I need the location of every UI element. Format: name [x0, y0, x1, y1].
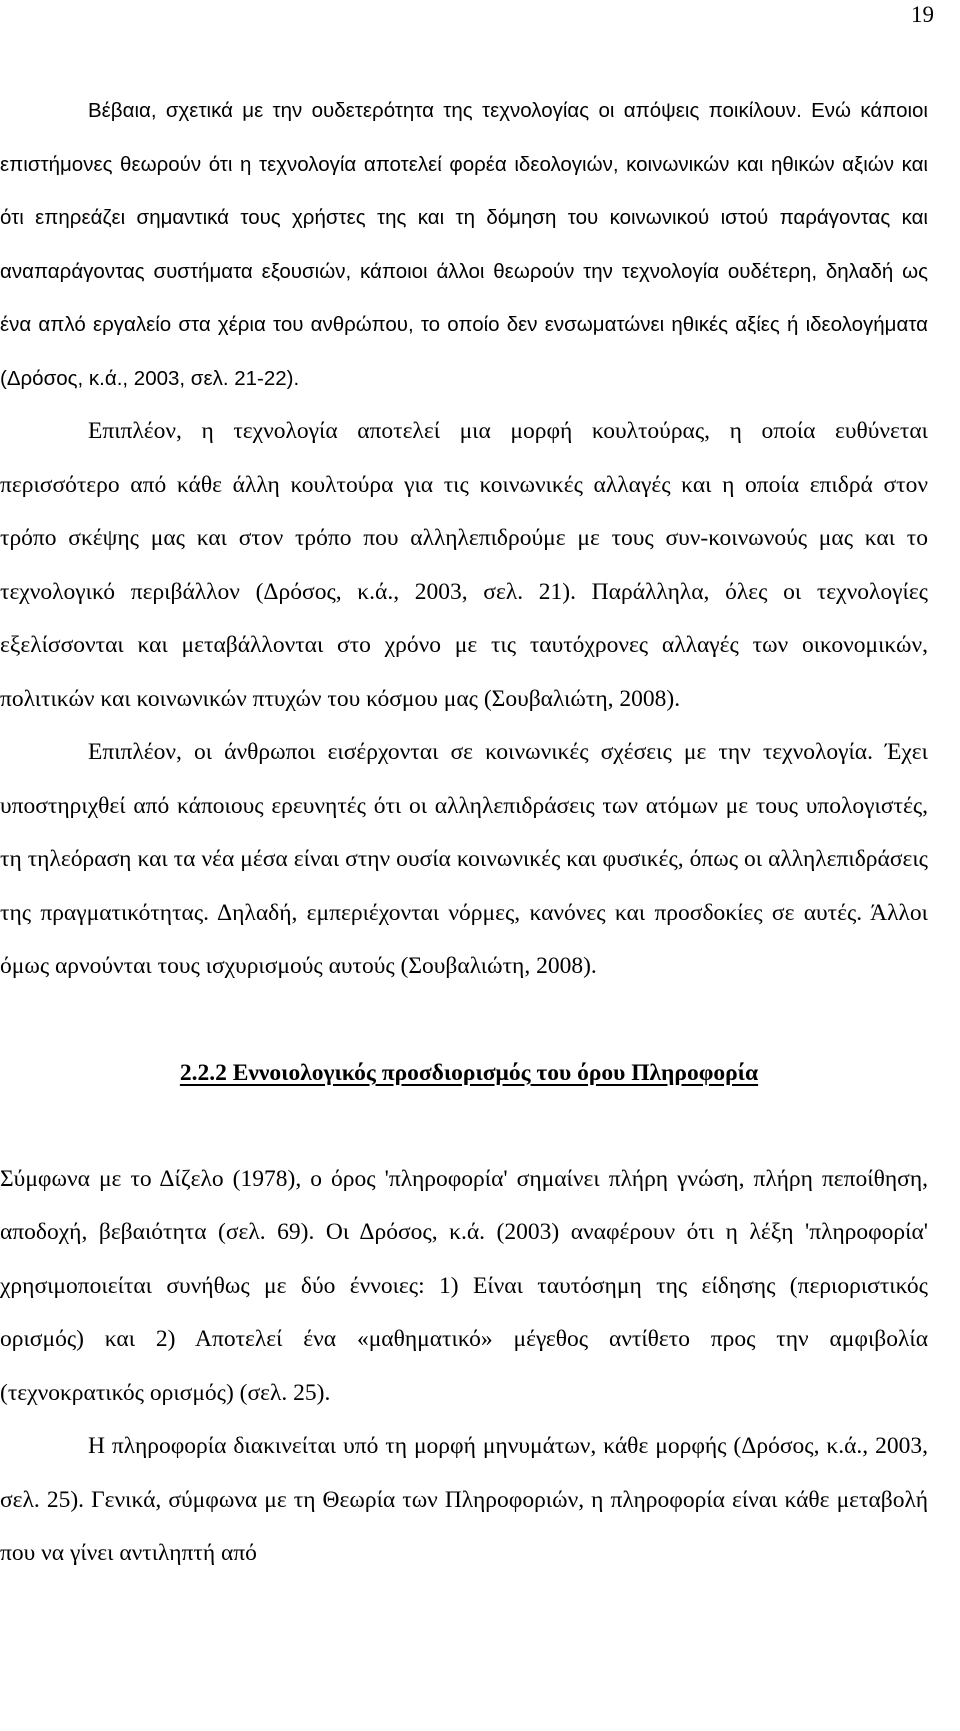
section-gap — [0, 1100, 928, 1153]
paragraph-technology-culture: Επιπλέον, η τεχνολογία αποτελεί μια μορφή κουλτούρας, η οποία ευθύνεται περισσότερο από κάθε άλλη κουλτούρα για τις κοινωνικές αλλαγές και η οποία επιδρά στον τρόπο σκέψης μας και στον τρόπο που αλληλεπιδρούμε με τους συν-κοινωνούς μας και το τεχνολογικό περιβάλλον (Δρόσος, κ.ά., 2003, σελ. 21). Παράλληλα, όλες οι τεχνολογίες εξελίσσονται και μεταβάλλονται στο χρόνο με τις ταυτόχρονες αλλαγές των οικονομικών, πολιτικών και κοινωνικών πτυχών του κόσμου μας (Σουβαλιώτη, 2008). — [0, 418, 928, 712]
section-heading — [0, 994, 928, 1100]
paragraph-technology-neutrality: Βέβαια, σχετικά με την ουδετερότητα της τεχνολογίας οι απόψεις ποικίλουν. Ενώ κάποιοι επιστήμονες θεωρούν ότι η τεχνολογία αποτελεί φορέα ιδεολογιών, κοινωνικών και ηθικών αξιών και ότι επηρεάζει σημαντικά τους χρήστες της και τη δόμηση του κοινωνικού ιστού παράγοντας και αναπαράγοντας συστήματα εξουσιών, κάποιοι άλλοι θεωρούν την τεχνολογία ουδέτερη, δηλαδή ως ένα απλό εργαλείο στα χέρια του ανθρώπου, το οποίο δεν ενσωματώνει ηθικές αξίες ή ιδεολογήματα (Δρόσος, κ.ά., 2003, σελ. 21-22). — [0, 99, 928, 390]
section-heading-text: 2.2.2 Εννοιολογικός προσδιορισμός του όρου Πληροφορία — [179, 1059, 759, 1086]
page-number: 19 — [911, 2, 934, 27]
paragraph-information-definition: Σύμφωνα με το Δίζελο (1978), ο όρος 'πληροφορία' σημαίνει πλήρη γνώση, πλήρη πεποίθηση, αποδοχή, βεβαιότητα (σελ. 69). Οι Δρόσος, κ.ά. (2003) αναφέρουν ότι η λέξη 'πληροφορία' χρησιμοποιείται συνήθως με δύο έννοιες: 1) Είναι ταυτόσημη της είδησης (περιοριστικός ορισμός) και 2) Αποτελεί ένα «μαθηματικό» μέγεθος αντίθετο προς την αμφιβολία (τεχνοκρατικός ορισμός) (σελ. 25). — [0, 1165, 928, 1406]
paragraph-information-messages: Η πληροφορία διακινείται υπό τη μορφή μηνυμάτων, κάθε μορφής (Δρόσος, κ.ά., 2003, σελ. 25). Γενικά, σύμφωνα με τη Θεωρία των Πληροφοριών, η πληροφορία είναι κάθε μεταβολή που να γίνει αντιληπτή από — [0, 1433, 928, 1566]
page-body — [0, 84, 928, 1581]
paragraph-social-relations: Επιπλέον, οι άνθρωποι εισέρχονται σε κοινωνικές σχέσεις με την τεχνολογία. Έχει υποστηριχθεί από κάποιους ερευνητές ότι οι αλληλεπιδράσεις των ατόμων με τους υπολογιστές, τη τηλεόραση και τα νέα μέσα είναι στην ουσία κοινωνικές και φυσικές, όπως οι αλληλεπιδράσεις της πραγματικότητας. Δηλαδή, εμπεριέχονται νόρμες, κανόνες και προσδοκίες σε αυτές. Άλλοι όμως αρνούνται τους ισχυρισμούς αυτούς (Σουβαλιώτη, 2008). — [0, 739, 928, 979]
